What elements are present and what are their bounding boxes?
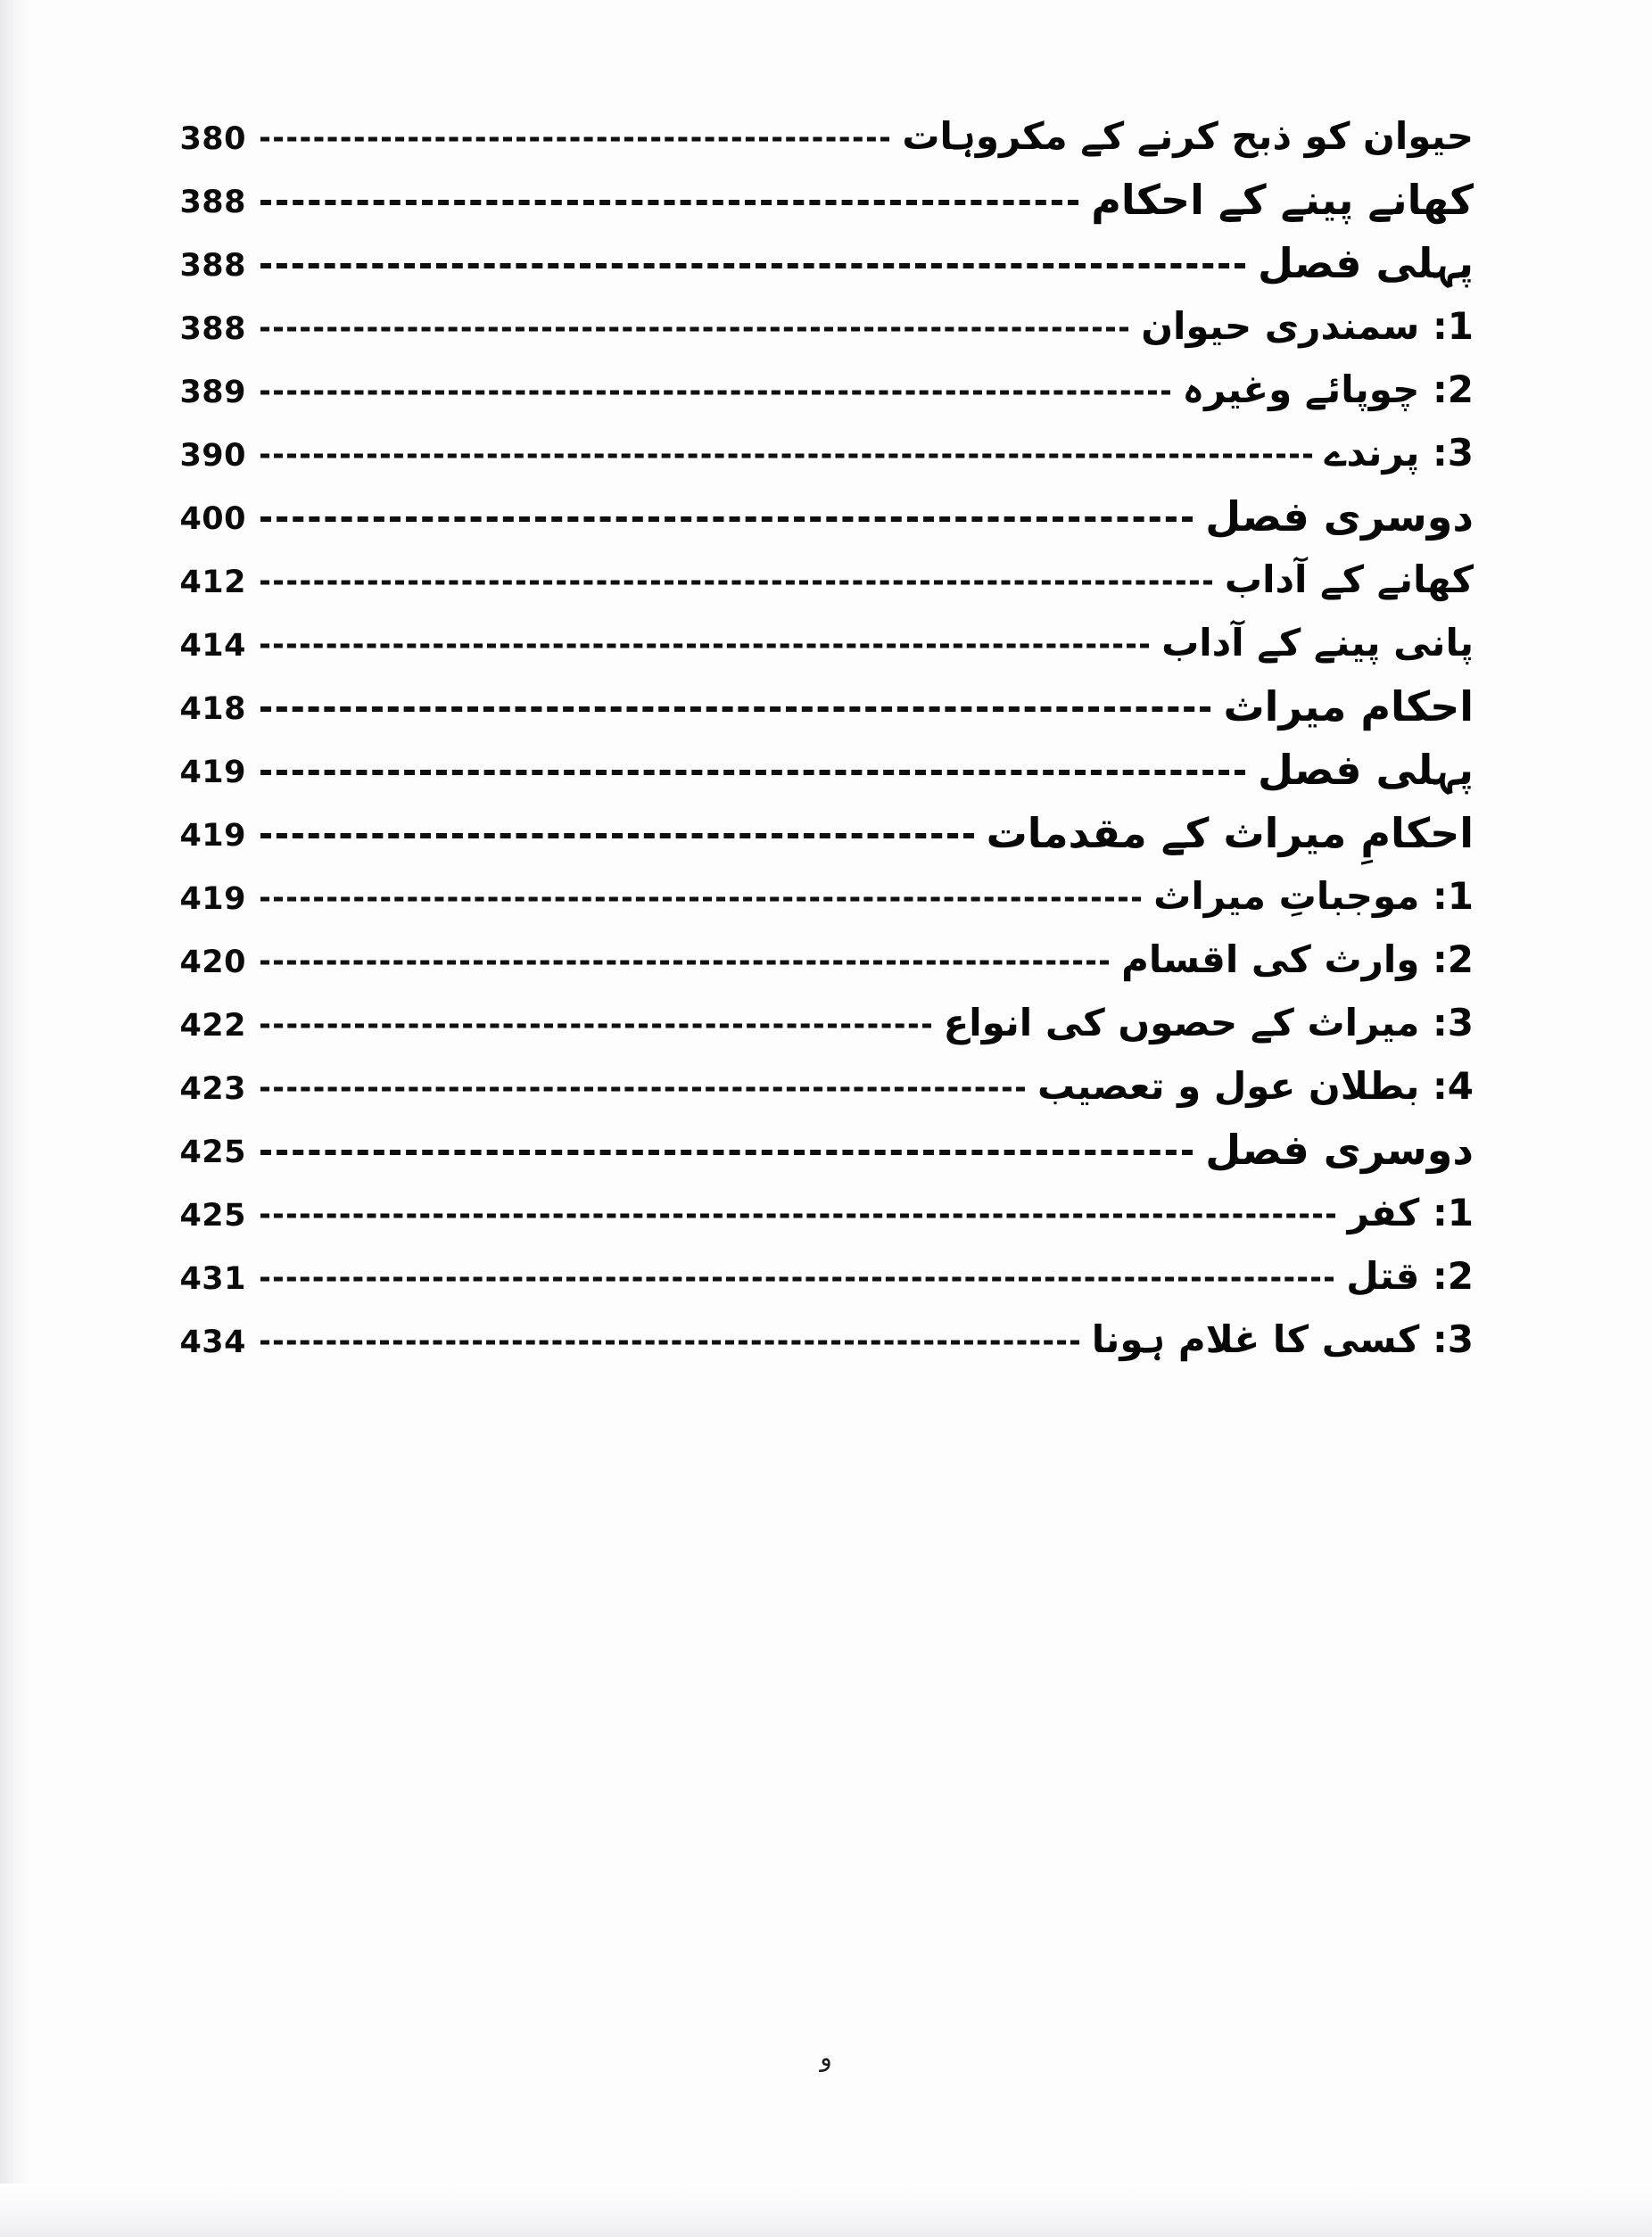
toc-dot-leader (260, 506, 1193, 532)
toc-entry-title: 3: کسی کا غلام ہونا (1091, 1317, 1474, 1361)
toc-row[interactable] (161, 170, 1474, 234)
toc-entry-title: 1: کفر (1347, 1190, 1474, 1234)
toc-page-number: 412 (179, 564, 246, 600)
toc-entry-title: 1: سمندری حیوان (1141, 303, 1474, 348)
table-of-contents (161, 107, 1474, 1374)
toc-page-number: 388 (179, 310, 246, 347)
toc-row[interactable] (161, 297, 1474, 360)
scan-edge-bottom (0, 2183, 1652, 2237)
toc-dot-leader (260, 189, 1078, 216)
toc-dot-leader (260, 316, 1128, 343)
toc-row[interactable] (161, 550, 1474, 614)
toc-page-number: 431 (179, 1260, 246, 1297)
toc-entry-title: 4: بطلان عول و تعصیب (1037, 1063, 1474, 1108)
toc-row[interactable] (161, 930, 1474, 994)
toc-dot-leader (260, 696, 1210, 722)
toc-page-number: 418 (179, 690, 246, 727)
toc-entry-title: پہلی فصل (1257, 238, 1474, 287)
toc-row[interactable] (161, 424, 1474, 487)
toc-row[interactable] (161, 1310, 1474, 1374)
toc-page-number: 419 (179, 880, 246, 917)
toc-entry-title: احکامِ میراث کے مقدمات (986, 808, 1474, 857)
toc-row[interactable] (161, 107, 1474, 170)
toc-row[interactable] (161, 804, 1474, 867)
toc-dot-leader (260, 1266, 1334, 1292)
toc-page-number: 390 (179, 437, 246, 474)
toc-entry-title: پانی پینے کے آداب (1161, 620, 1474, 664)
toc-dot-leader (260, 1202, 1335, 1229)
toc-page-number: 419 (179, 754, 246, 790)
toc-row[interactable] (161, 867, 1474, 930)
toc-entry-title: پہلی فصل (1257, 745, 1474, 794)
toc-row[interactable] (161, 614, 1474, 677)
toc-entry-title: 2: قتل (1346, 1253, 1474, 1298)
toc-dot-leader (260, 949, 1109, 976)
toc-dot-leader (260, 252, 1245, 279)
toc-dot-leader (260, 822, 974, 849)
toc-row[interactable] (161, 360, 1474, 424)
toc-page-number: 380 (179, 120, 246, 157)
toc-entry-title: حیوان کو ذبح کرنے کے مکروہات (902, 113, 1474, 158)
toc-dot-leader (260, 126, 889, 153)
toc-row[interactable] (161, 1057, 1474, 1120)
toc-page-number: 388 (179, 184, 246, 220)
toc-entry-title: 2: وارث کی اقسام (1121, 937, 1474, 981)
toc-page-number: 414 (179, 627, 246, 664)
toc-dot-leader (260, 632, 1149, 659)
toc-page-number: 425 (179, 1197, 246, 1234)
toc-entry-title: 2: چوپائے وغیرہ (1182, 367, 1474, 411)
scan-edge-left (0, 0, 30, 2237)
page-folio: و (820, 2043, 832, 2072)
toc-row[interactable] (161, 1184, 1474, 1247)
toc-row[interactable] (161, 487, 1474, 550)
toc-page-number: 434 (179, 1324, 246, 1360)
toc-entry-title: احکام میراث (1223, 681, 1474, 731)
toc-page-number: 420 (179, 944, 246, 980)
toc-entry-title: 3: پرندے (1324, 430, 1474, 475)
toc-row[interactable] (161, 677, 1474, 740)
toc-entry-title: کھانے پینے کے احکام (1091, 175, 1474, 224)
toc-entry-title: دوسری فصل (1205, 1125, 1474, 1174)
toc-entry-title: 1: موجباتِ میراث (1153, 873, 1474, 918)
toc-dot-leader (260, 1012, 931, 1039)
toc-dot-leader (260, 442, 1312, 469)
toc-row[interactable] (161, 994, 1474, 1057)
toc-page-number: 422 (179, 1007, 246, 1044)
toc-page-number: 419 (179, 817, 246, 854)
toc-page-number: 389 (179, 374, 246, 410)
toc-page-number: 425 (179, 1134, 246, 1170)
toc-dot-leader (260, 759, 1245, 786)
toc-dot-leader (260, 1139, 1193, 1166)
toc-page-number: 400 (179, 500, 246, 537)
toc-entry-title: دوسری فصل (1205, 491, 1474, 541)
toc-dot-leader (260, 886, 1141, 912)
toc-entry-title: کھانے کے آداب (1224, 557, 1474, 601)
toc-dot-leader (260, 379, 1170, 406)
toc-dot-leader (260, 1329, 1079, 1356)
toc-row[interactable] (161, 234, 1474, 297)
toc-entry-title: 3: میراث کے حصوں کی انواع (943, 1000, 1474, 1044)
toc-dot-leader (260, 1076, 1025, 1102)
toc-page-number: 388 (179, 247, 246, 284)
toc-dot-leader (260, 569, 1212, 596)
toc-row[interactable] (161, 1120, 1474, 1184)
toc-row[interactable] (161, 1247, 1474, 1310)
toc-page-number: 423 (179, 1070, 246, 1107)
toc-row[interactable] (161, 740, 1474, 804)
